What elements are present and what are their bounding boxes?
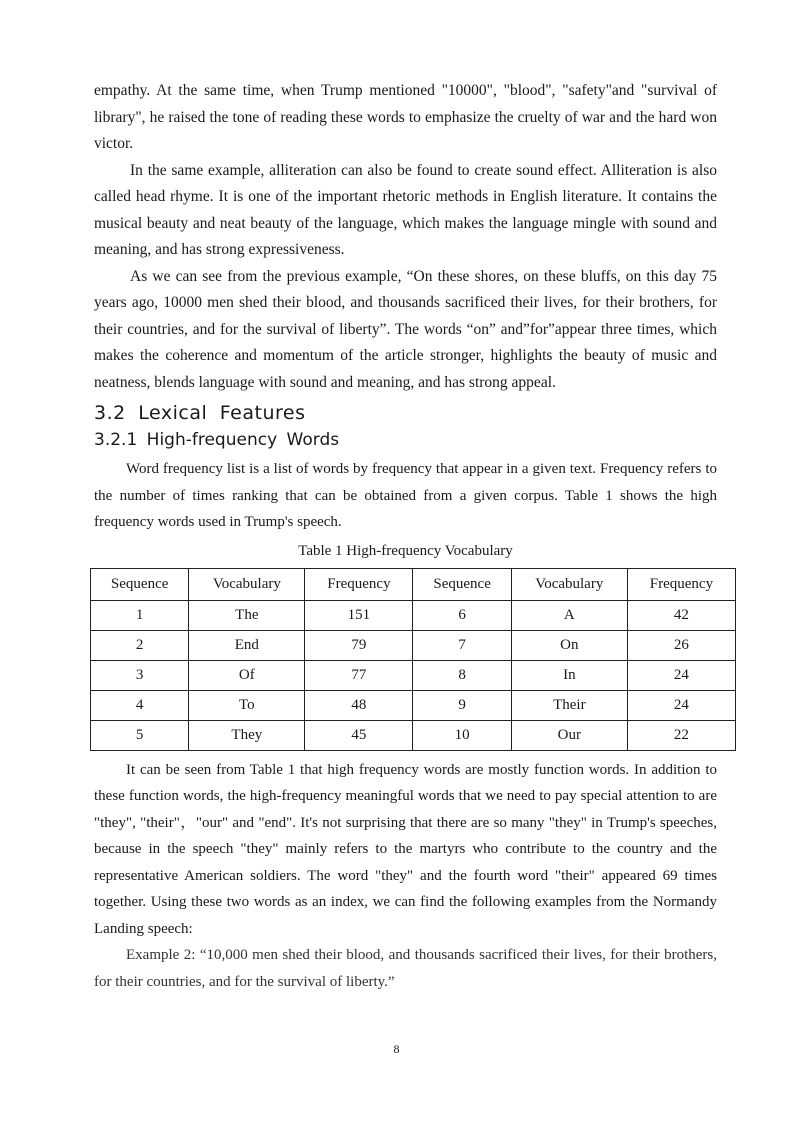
body-paragraph: empathy. At the same time, when Trump mentioned "10000", "blood", "safety"and "survival of library", he raised the tone of reading these words to emphasize the cruelty of war and the hard won victor.	[94, 82, 717, 152]
table-cell: In	[511, 660, 627, 690]
table-cell: 24	[627, 690, 735, 720]
table-header-row	[91, 568, 736, 600]
table-row	[91, 720, 736, 750]
table-cell: Our	[511, 720, 627, 750]
table-cell: End	[189, 630, 305, 660]
table-cell: 26	[627, 630, 735, 660]
table-cell: 2	[91, 630, 189, 660]
page-number: 8	[393, 1042, 400, 1056]
table-caption: Table 1 High-frequency Vocabulary	[298, 542, 513, 559]
table-header-cell: Sequence	[413, 568, 511, 600]
table-cell: 24	[627, 660, 735, 690]
table-cell: 10	[413, 720, 511, 750]
body-paragraph: In the same example, alliteration can also be found to create sound effect. Alliteration is also called head rhyme. It is one of the important rhetoric methods in English literature. It contains the musical beauty and neat beauty of the language, which makes the language mingle with sound and meaning, and has strong expressiveness.	[94, 161, 717, 258]
body-paragraph: It can be seen from Table 1 that high frequency words are mostly function words. In addition to these function words, the high-frequency meaningful words that we need to pay special attention to are "they", "their"，"our" and "end". It's not surprising that there are so many "they" in Trump's speeches, because in the speech "they" mainly refers to the martyrs who contribute to the country and the representative American soldiers. The word "they" and the fourth word "their" appeared 69 times together. Using these two words as an index, we can find the following examples from the Normandy Landing speech:	[94, 761, 717, 937]
table-cell: 42	[627, 600, 735, 630]
body-paragraph: As we can see from the previous example, “On these shores, on these bluffs, on this day 75 years ago, 10000 men shed their blood, and thousands sacrificed their lives, for their brothers, for their countries, and for the survival of liberty”. The words “on” and”for”appear three times, which makes the coherence and momentum of the article stronger, highlights the beauty of music and neatness, blends language with sound and meaning, and has strong appeal.	[94, 267, 717, 391]
table-cell: The	[189, 600, 305, 630]
table-header-cell: Frequency	[305, 568, 413, 600]
table-cell: They	[189, 720, 305, 750]
table-row	[91, 660, 736, 690]
table-cell: 8	[413, 660, 511, 690]
subsection-heading: 3.2.1 High-frequency Words	[94, 430, 340, 450]
table-cell: To	[189, 690, 305, 720]
example-paragraph: Example 2: “10,000 men shed their blood, and thousands sacrificed their lives, for their brothers, for their countries, and for the survival of liberty.”	[94, 947, 717, 990]
table-row	[91, 630, 736, 660]
table-cell: 4	[91, 690, 189, 720]
table-cell: A	[511, 600, 627, 630]
table-cell: 77	[305, 660, 413, 690]
document-page	[94, 78, 717, 995]
table-cell: 3	[91, 660, 189, 690]
table-row	[91, 690, 736, 720]
table-cell: 45	[305, 720, 413, 750]
table-cell: 48	[305, 690, 413, 720]
table-row	[91, 600, 736, 630]
table-cell: Of	[189, 660, 305, 690]
table-cell: 5	[91, 720, 189, 750]
table-header-cell: Sequence	[91, 568, 189, 600]
table-cell: 9	[413, 690, 511, 720]
section-heading: 3.2 Lexical Features	[94, 402, 306, 424]
table-cell: Their	[511, 690, 627, 720]
table-cell: 6	[413, 600, 511, 630]
frequency-table	[90, 568, 736, 751]
table-cell: 7	[413, 630, 511, 660]
table-header-cell: Vocabulary	[189, 568, 305, 600]
table-cell: 22	[627, 720, 735, 750]
table-header-cell: Vocabulary	[511, 568, 627, 600]
table-cell: On	[511, 630, 627, 660]
table-header-cell: Frequency	[627, 568, 735, 600]
table-cell: 1	[91, 600, 189, 630]
table-cell: 151	[305, 600, 413, 630]
table-cell: 79	[305, 630, 413, 660]
body-paragraph: Word frequency list is a list of words by frequency that appear in a given text. Frequency refers to the number of times ranking that can be obtained from a given corpus. Table 1 shows the high frequency words used in Trump's speech.	[94, 461, 717, 530]
